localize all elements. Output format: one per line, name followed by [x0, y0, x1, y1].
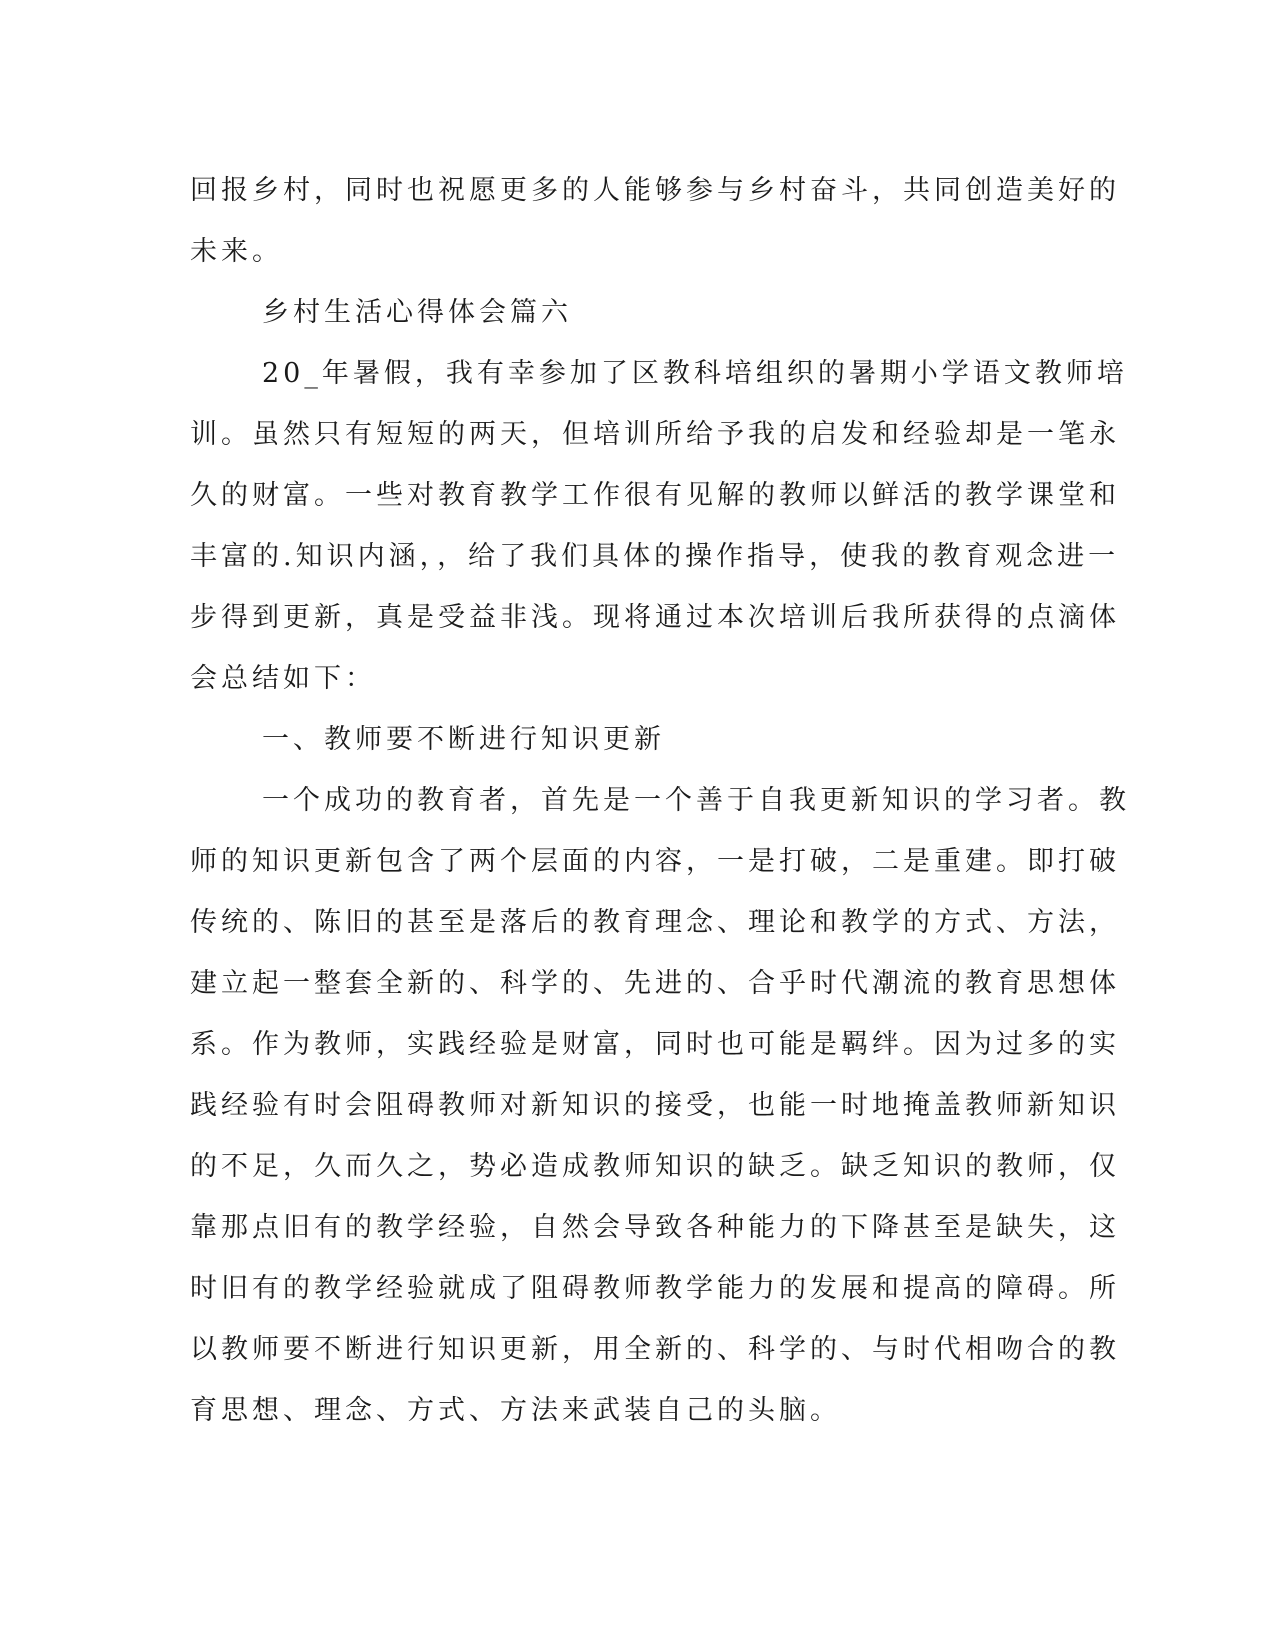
text-line: 建立起一整套全新的、科学的、先进的、合乎时代潮流的教育思想体: [190, 968, 1120, 999]
text-line: 未来。: [190, 236, 283, 267]
text-line: 训。虽然只有短短的两天，但培训所给予我的启发和经验却是一笔永: [190, 419, 1120, 450]
text-line: 践经验有时会阻碍教师对新知识的接受，也能一时地掩盖教师新知识: [190, 1090, 1120, 1121]
text-line: 20_年暑假，我有幸参加了区教科培组织的暑期小学语文教师培: [262, 358, 1128, 389]
text-line: 育思想、理念、方式、方法来武装自己的头脑。: [190, 1395, 841, 1426]
text-line: 一个成功的教育者，首先是一个善于自我更新知识的学习者。教: [262, 785, 1130, 816]
text-line: 久的财富。一些对教育教学工作很有见解的教师以鲜活的教学课堂和: [190, 480, 1120, 511]
text-line: 传统的、陈旧的甚至是落后的教育理念、理论和教学的方式、方法，: [190, 907, 1120, 938]
text-line: 会总结如下：: [190, 663, 376, 694]
text-line: 以教师要不断进行知识更新，用全新的、科学的、与时代相吻合的教: [190, 1334, 1120, 1365]
text-line: 的不足，久而久之，势必造成教师知识的缺乏。缺乏知识的教师，仅: [190, 1151, 1120, 1182]
section-title: 乡村生活心得体会篇六: [262, 297, 572, 328]
text-line: 系。作为教师，实践经验是财富，同时也可能是羁绊。因为过多的实: [190, 1029, 1120, 1060]
subsection-heading: 一、教师要不断进行知识更新: [262, 724, 665, 755]
text-line: 步得到更新，真是受益非浅。现将通过本次培训后我所获得的点滴体: [190, 602, 1120, 633]
text-line: 靠那点旧有的教学经验，自然会导致各种能力的下降甚至是缺失，这: [190, 1212, 1120, 1243]
text-line: 师的知识更新包含了两个层面的内容，一是打破，二是重建。即打破: [190, 846, 1120, 877]
text-line: 丰富的.知识内涵，，给了我们具体的操作指导，使我的教育观念进一: [190, 541, 1120, 572]
text-line: 回报乡村，同时也祝愿更多的人能够参与乡村奋斗，共同创造美好的: [190, 175, 1120, 206]
text-line: 时旧有的教学经验就成了阻碍教师教学能力的发展和提高的障碍。所: [190, 1273, 1120, 1304]
document-body: [190, 160, 1130, 1441]
